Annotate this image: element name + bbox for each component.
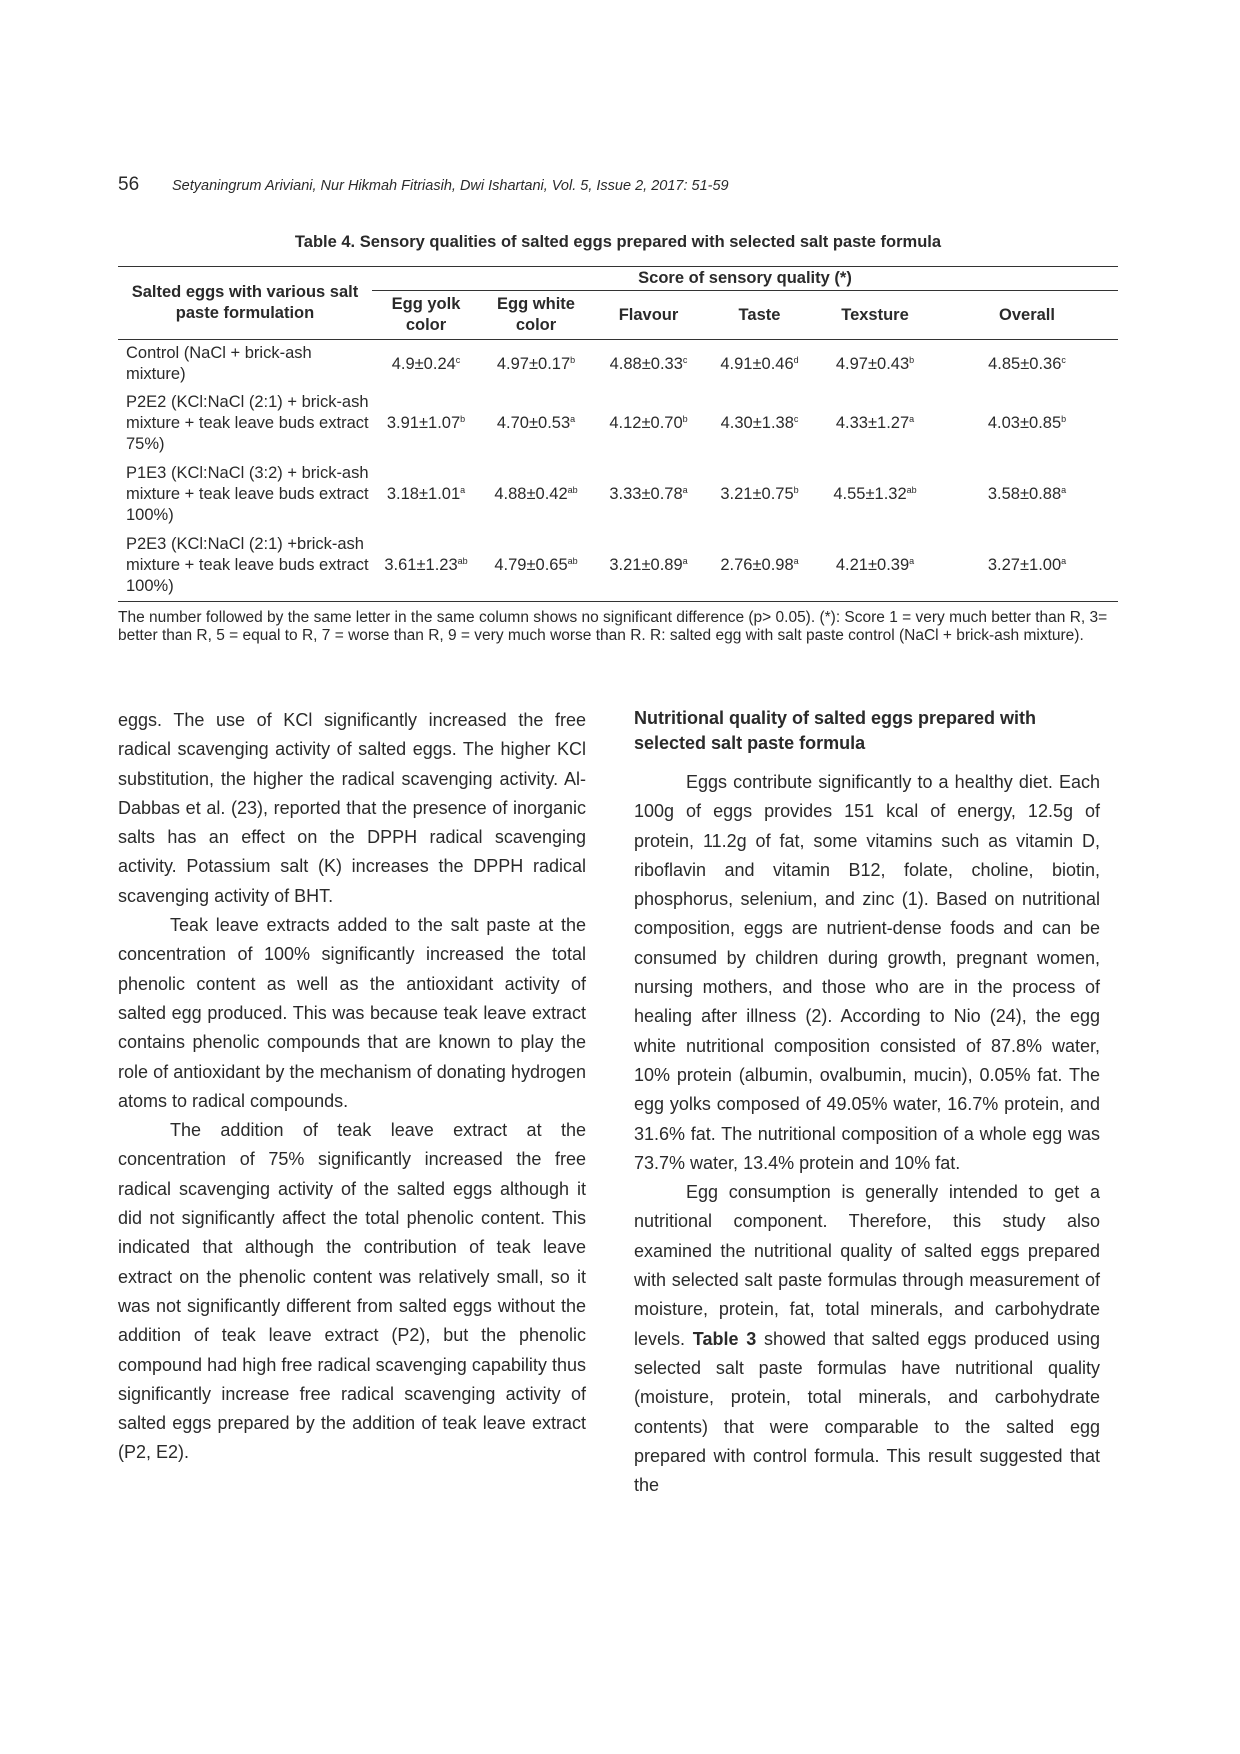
page-number: 56	[118, 174, 140, 195]
table-row	[118, 530, 1118, 602]
header-overall: Overall	[936, 291, 1118, 340]
row-label: P1E3 (KCl:NaCl (3:2) + brick-ash mixture + teak leave buds extract 100%)	[126, 464, 369, 524]
body-paragraph: eggs. The use of KCl significantly increased the free radical scavenging activity of salted eggs. The higher KCl substitution, the higher the radical scavenging activity. Al-Dabbas et al. (23), reported that the presence of inorganic salts has an effect on the DPPH radical scavenging activity. Potassium salt (K) increases the DPPH radical scavenging activity of BHT.	[118, 710, 586, 906]
row-label: P2E2 (KCl:NaCl (2:1) + brick-ash mixture + teak leave buds extract 75%)	[126, 393, 369, 453]
right-column	[634, 706, 1100, 1500]
header-score-group: Score of sensory quality (*)	[372, 267, 1118, 291]
header-taste: Taste	[705, 291, 814, 340]
score-cell: 3.58±0.88$^a$	[987, 485, 1067, 503]
score-cell: 4.9±0.24$^c$	[391, 354, 461, 373]
header-flavour: Flavour	[592, 291, 705, 340]
body-paragraph	[634, 1178, 1100, 1500]
left-column	[118, 706, 586, 1468]
body-paragraph: Eggs contribute significantly to a healthy diet. Each 100g of eggs provides 151 kcal of energy, 12.5g of protein, 11.2g of fat, some vitamins such as vitamin D, riboflavin and vitamin B12, folate, choline, biotin, phosphorus, selenium, and zinc (1). Based on nutritional composition, eggs are nutrient-dense foods and can be consumed by children during growth, pregnant women, nursing mothers, and those who are in the process of healing after illness (2). According to Nio (24), the egg white nutritional composition consisted of 87.8% water, 10% protein (albumin, ovalbumin, mucin), 0.05% fat. The egg yolks composed of 49.05% water, 16.7% protein, and 31.6% fat. The nutritional composition of a whole egg was 73.7% water, 13.4% protein and 10% fat.	[634, 772, 1100, 1173]
score-cell: 3.18±1.01$^a$	[386, 485, 466, 503]
score-cell: 4.30±1.38$^c$	[720, 414, 799, 432]
table-footnote: The number followed by the same letter in the same column shows no significant difference (p> 0.05). (*): Score 1 = very much better than R, 3= better than R, 5 = equal to R, 7 = worse than R, 9 = very much worse than R. R: salted egg with salt paste control (NaCl + brick-ash mixture).	[118, 609, 1108, 644]
score-cell: 3.21±0.89$^a$	[592, 530, 705, 602]
page-header	[118, 174, 1118, 204]
table-row	[118, 459, 1118, 530]
score-cell: 2.76±0.98$^a$	[705, 530, 814, 602]
score-cell: 4.85±0.36$^c$	[988, 354, 1066, 373]
header-formulation: Salted eggs with various salt paste formulation	[118, 267, 372, 340]
sensory-table	[118, 266, 1118, 602]
table-row	[118, 388, 1118, 459]
score-cell: 4.79±0.65$^{ab}$	[480, 530, 592, 602]
body-paragraph: Teak leave extracts added to the salt paste at the concentration of 100% significantly increased the total phenolic content as well as the antioxidant activity of salted egg produced. This was because teak leave extract contains phenolic compounds that are known to play the role of antioxidant by the mechanism of donating hydrogen atoms to radical compounds.	[118, 915, 586, 1111]
table-row	[118, 340, 1118, 389]
header-egg-white-color: Egg white color	[480, 291, 592, 340]
header-egg-yolk-color: Egg yolk color	[372, 291, 480, 340]
score-cell: 4.70±0.53$^a$	[496, 414, 576, 432]
section-heading: Nutritional quality of salted eggs prepared with selected salt paste formula	[634, 708, 1037, 753]
paragraph-text: Egg consumption is generally intended to get a nutritional component. Therefore, this study also examined the nutritional quality of salted eggs prepared with selected salt paste formulas through measurement of moisture, protein, fat, total minerals, and carbohydrate levels.	[634, 1182, 1100, 1349]
row-label: Control (NaCl + brick-ash mixture)	[126, 344, 312, 383]
score-cell: 4.12±0.70$^b$	[609, 414, 688, 432]
score-cell: 4.03±0.85$^b$	[987, 414, 1067, 432]
score-cell: 3.21±0.75$^b$	[720, 485, 799, 503]
running-head: Setyaningrum Ariviani, Nur Hikmah Fitriasih, Dwi Ishartani, Vol. 5, Issue 2, 2017: 51-59	[172, 178, 729, 194]
score-cell: 4.97±0.17$^b$	[496, 354, 576, 373]
score-cell: 4.91±0.46$^d$	[720, 354, 799, 373]
table-caption: Table 4. Sensory qualities of salted eggs prepared with selected salt paste formula	[294, 233, 942, 251]
score-cell: 4.33±1.27$^a$	[835, 414, 915, 432]
score-cell: 4.88±0.33$^c$	[609, 354, 688, 373]
body-paragraph: The addition of teak leave extract at the concentration of 75% significantly increased the free radical scavenging activity of the salted eggs although it did not significantly affect the total phenolic content. This indicated that although the contribution of teak leave extract on the phenolic content was relatively small, so it was not significantly different from salted eggs without the addition of teak leave extract (P2), but the phenolic compound had high free radical scavenging capability thus significantly increase free radical scavenging activity of salted eggs prepared by the addition of teak leave extract (P2, E2).	[118, 1120, 586, 1463]
score-cell: 4.21±0.39$^a$	[814, 530, 936, 602]
score-cell: 3.61±1.23$^{ab}$	[372, 530, 480, 602]
header-texture: Texsture	[814, 291, 936, 340]
score-cell: 3.27±1.00$^a$	[936, 530, 1118, 602]
row-label: P2E3 (KCl:NaCl (2:1) +brick-ash mixture + teak leave buds extract 100%)	[118, 530, 372, 602]
score-cell: 3.91±1.07$^b$	[386, 414, 466, 432]
table-reference: Table 3	[692, 1328, 757, 1349]
score-cell: 4.88±0.42$^{ab}$	[494, 485, 578, 503]
paragraph-text: showed that salted eggs produced using selected salt paste formulas have nutritional quality (moisture, protein, total minerals, and carbohydrate contents) that were comparable to the salted egg prepared with control formula. This result suggested that the	[634, 1328, 1100, 1496]
score-cell: 3.33±0.78$^a$	[609, 485, 688, 503]
score-cell: 4.55±1.32$^{ab}$	[833, 485, 917, 503]
score-cell: 4.97±0.43$^b$	[835, 354, 915, 373]
